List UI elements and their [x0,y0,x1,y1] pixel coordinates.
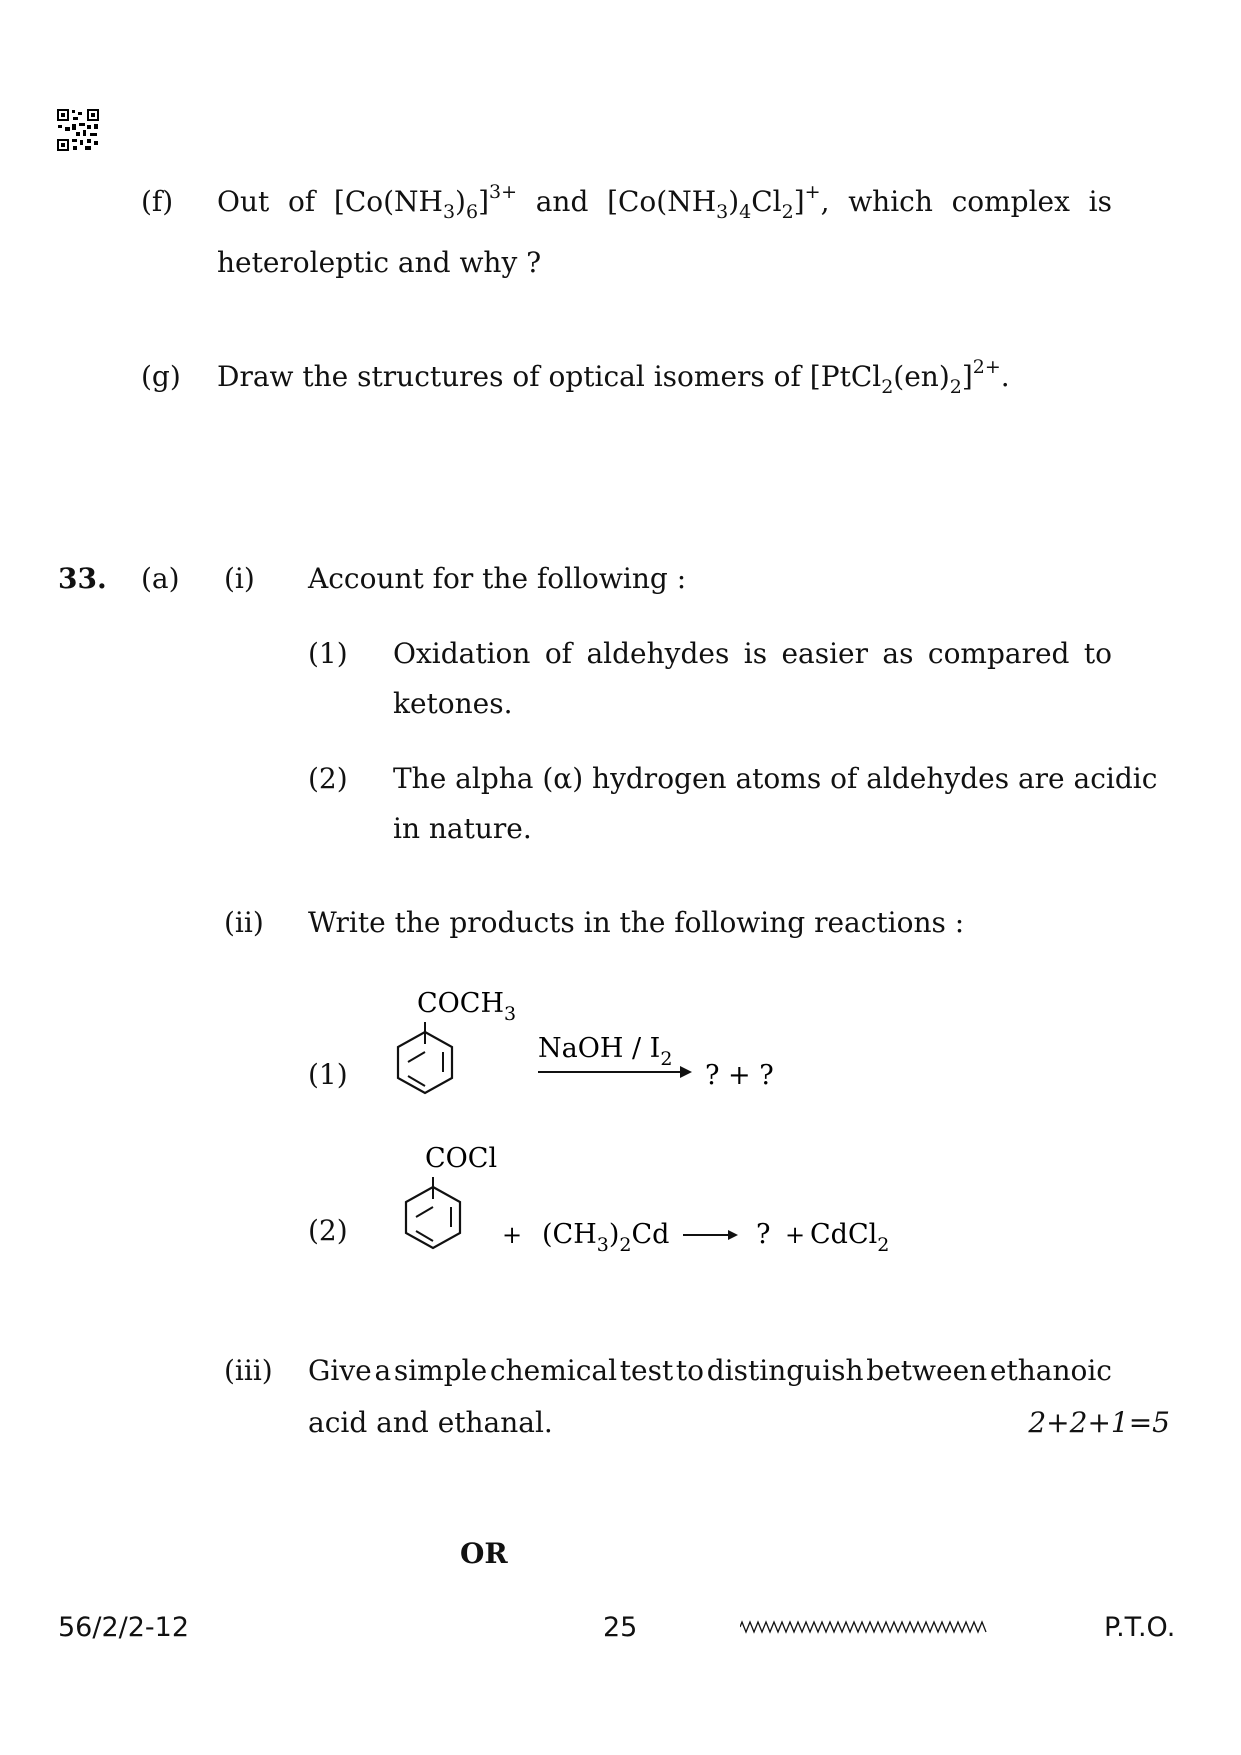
word: of [544,637,573,670]
subpart-ii-label: (ii) [224,906,264,939]
word: Out [217,185,270,218]
byproduct-cdcl2: CdCl$_2$ [810,1219,890,1256]
subpart-iii-line2: acid and ethanal. [308,1406,553,1439]
word: complex [951,185,1070,218]
question-f-line1 [217,181,1112,223]
question-g-text: Draw the structures of optical isomers of $[PtCl_2(en)_2]^{2+}$. [217,356,1010,398]
question-number: 33. [58,562,107,595]
reaction-2-scheme [390,1135,910,1265]
word: is [743,637,768,670]
word: ethanoic [989,1354,1112,1387]
substituent-cocl: COCl [425,1143,498,1174]
word: distinguish [706,1354,864,1387]
reagent-naoh-i2: NaOH / $I_2$ [538,1033,673,1070]
word: a [374,1354,392,1387]
word: compared [927,637,1070,670]
or-separator: OR [460,1537,508,1570]
subpart-i-label: (i) [224,562,255,595]
substituent-coch3: $COCH_3$ [417,988,517,1025]
word: is [1088,185,1112,218]
item-2-line2: in nature. [393,812,532,845]
question-g-label: (g) [141,360,181,393]
subpart-i-text: Account for the following : [308,562,687,595]
subpart-ii-text: Write the products in the following reactions : [308,906,965,939]
word: and [535,185,589,218]
item-1-label: (1) [308,637,348,670]
word: to [1083,637,1112,670]
marks-allocation: 2+2+1=5 [1028,1406,1170,1439]
complex-cobalt-tetraammine-dichloro: $[Co(NH_3)_4Cl_2]^+$, [607,181,830,223]
reagent-dimethylcadmium: $(CH_3)_2Cd$ [542,1219,670,1256]
paper-code: 56/2/2-12 [58,1612,190,1643]
item-2-line1: The alpha (α) hydrogen atoms of aldehydes are acidic [393,762,1158,795]
subpart-iii-label: (iii) [224,1354,273,1387]
item-2-label: (2) [308,762,348,795]
reaction-2-label: (2) [308,1214,348,1247]
plus-sign: + [502,1221,523,1249]
word: between [866,1354,988,1387]
word: easier [781,637,869,670]
page-number: 25 [603,1612,638,1643]
question-f-line2: heteroleptic and why ? [217,246,542,279]
qr-code [56,108,100,152]
part-a-label: (a) [141,562,180,595]
arrow-head-icon [680,1066,692,1078]
word: Oxidation [393,637,531,670]
word: of [287,185,316,218]
question-f-label: (f) [141,185,174,218]
reaction-1-scheme [380,980,800,1100]
reaction-1-products: ? + ? [705,1060,774,1091]
subpart-iii-line1 [308,1354,1112,1388]
word: which [848,185,933,218]
reaction-1-label: (1) [308,1058,348,1091]
word: aldehydes [586,637,730,670]
complex-cobalt-hexaammine: $[Co(NH_3)_6]^{3+}$ [333,181,518,223]
arrow-head-icon [728,1230,738,1240]
word: as [882,637,914,670]
word: to [675,1354,705,1387]
word: chemical [489,1354,618,1387]
reaction-2-product: ? [756,1219,771,1250]
item-1-line2: ketones. [393,687,513,720]
plus-sign: + [785,1221,806,1249]
please-turn-over: P.T.O. [1104,1612,1176,1643]
word: Give [308,1354,372,1387]
wavy-line-icon [740,1620,990,1634]
word: simple [393,1354,488,1387]
item-1-line1 [393,637,1112,671]
word: test [619,1354,674,1387]
